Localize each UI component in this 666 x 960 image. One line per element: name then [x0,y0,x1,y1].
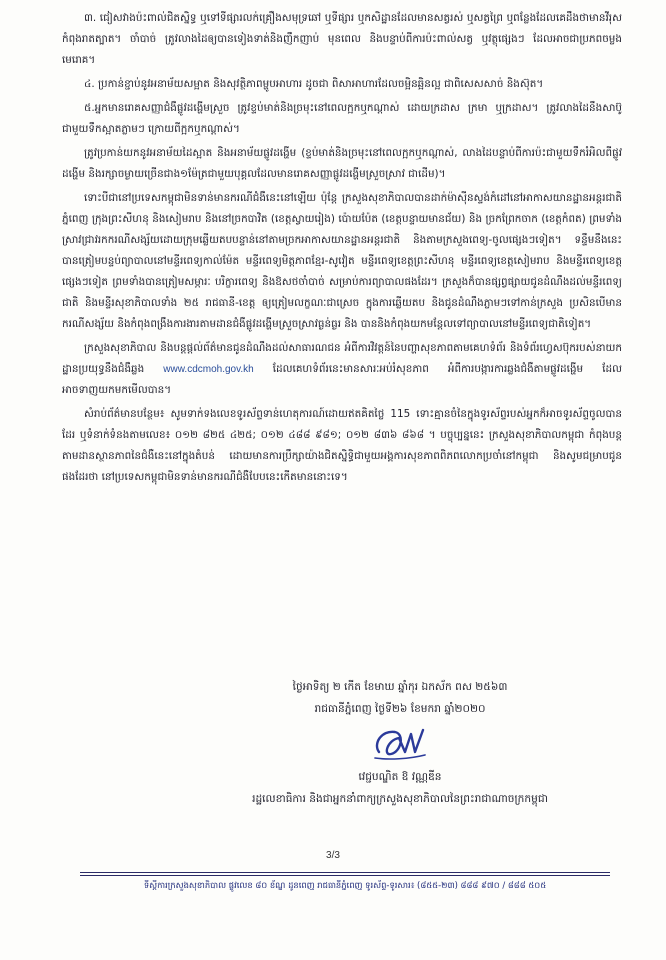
list-item-5: ៥.អ្នកមានរោគសញ្ញាជំងឺផ្លូវដង្ហើមស្រួច ត្រូវខ្ទប់មាត់និងច្រមុះនៅពេលក្អកឬកណ្តាស់ ដោយក្រដាស ក្រមា ឬក្រដាស។ ត្រូវលាងដៃនឹងសាប៊ូ ជាមួយទឹកស្អាតភ្លាមៗ ក្រោយពីក្អកឬកណ្តាស់។ [62,102,622,135]
preparedness-paragraph: ទោះបីជានៅប្រទេសកម្ពុជាមិនទាន់មានករណីជំងឺនេះនៅឡើយ ប៉ុន្តែ ក្រសួងសុខាភិបាលបានដាក់ម៉ាស៊ីនស្ទង់កំដៅនៅអាកាសយានដ្ឋានអន្តរជាតិភ្នំពេញ ក្រុងព្រះសីហនុ និងសៀមរាប និងនៅច្រកបាវិត (ខេត្តស្វាយរៀង) ប៉ោយប៉ែត (ខេត្តបន្ទាយមានជ័យ) និង ច្រកព្រែកចាក (ខេត្តកំពត) ព្រមទាំងស្រាវជ្រាវរកករណីសង្ស័យដោយក្រុមឆ្លើយតបបន្ទាន់នៅតាមច្រកអាកាសយានដ្ឋានអន្តរជាតិ និងតាមក្រសួងពេទ្យ-ចូលផ្សេងៗទៀត។ ទន្ទឹមនឹងនេះ បានត្រៀមបន្ទប់ព្យាបាលនៅមន្ទីរពេទ្យកាល់ម៉ែត មន្ទីរពេទ្យមិត្តភាពខ្មែរ-សូវៀត មន្ទីរពេទ្យខេត្តព្រះសីហនុ មន្ទីរពេទ្យខេត្តសៀមរាប និងមន្ទីរពេទ្យខេត្តផ្សេងៗទៀត ព្រមទាំងបានត្រៀមសម្ភារៈ បរិក្ខារពេទ្យ និងឱសថចាំបាច់ សម្រាប់ការព្យាបាលផងដែរ។ ក្រសួងក៏បានផ្សព្វផ្សាយជូនដំណឹងដល់មន្ទីរពេទ្យជាតិ និងមន្ទីរសុខាភិបាលទាំង ២៥ រាជធានី-ខេត្ត ឲ្យត្រៀមលក្ខណៈជាស្រេច ក្នុងការឆ្លើយតប និងជូនដំណឹងភ្លាមៗទៅកាន់ក្រសួង ប្រសិនបើមានករណីសង្ស័យ និងកំពុងពង្រឹងការងារតាមដានជំងឺផ្លូវដង្ហើមស្រួចស្រាវធ្ងន់ធ្ងរ និង បាននិងកំពុងយកមន្តែលទៅព្យាបាលនៅមន្ទីរពេទ្យជាតិទៀត។ [62,192,622,330]
information-text-start: ក្រសួងសុខាភិបាល និងបន្តផ្តល់ព័ត៌មានជូនដំណឹងដល់សាធារណជន អំពីការវិវត្តន៍នៃបញ្ហាសុខភាពតាមគេហទំព័រ និងទំព័រហ្វេសប៊ុករបស់នាយកដ្ឋានប្រយុទ្ធនឹងជំងឺឆ្លង [62,342,622,375]
list-item-3: ៣. ជៀសវាងប៉ះពាល់ជិតស្និទ្ធ ឬទៅទីផ្សារលក់គ្រឿងសមុទ្រឆៅ ឬទីផ្សារ ឬកសិដ្ឋានដែលមានសត្វរស់ ឬសត្វព្រៃ ឬពន្លែងដែលគេដឹងថាមានវីរុសកំពុងរាតត្បាត។ ចាំបាច់ ត្រូវលាងដៃឲ្យបានទៀងទាត់និងញឹកញាប់ មុនពេល និងបន្ទាប់ពីការប៉ះពាល់សត្វ ឬវត្ថុផ្សេងៗ ដែលអាចជាប្រភពចម្លងមេរោគ។ [62,12,622,66]
signature-block [190,676,610,810]
footer-divider [80,872,610,873]
contact-paragraph: សំរាប់ព័ត៌មានបន្ថែម៖ សូមទាក់ទងលេខទូរស័ព្ទទាន់ហេតុការណ៍ដោយឥតគិតថ្លៃ 115 ទោះគ្មានចំនៃក្នុងទូរស័ព្ទរបស់អ្នកក៏អាចទូរស័ព្ទចូលបានដែរ ឬទំនាក់ទំនងតាមលេខ៖ ០១២ ៨២៥ ៤២៥; ០១២ ៤៨៨ ៩៨១; ០១២ ៨៣៦ ៨៦៨ ។ បច្ចុប្បន្ននេះ ក្រសួងសុខាភិបាលកម្ពុជា កំពុងបន្តតាមដានស្ថានភាពនៃជំងឺនេះនៅក្នុងតំបន់ ដោយមានការប្រឹក្សាយ៉ាងជិតស្និទ្ធិជាមួយអង្គការសុខភាពពិភពលោកប្រចាំនៅកម្ពុជា និងសូមជម្រាបជូនផងដែរថា នៅប្រទេសកម្ពុជាមិនទាន់មានករណីជំងឺបែបនេះកើតមាននោះទេ។ [62,408,622,483]
footer-address: ទីស្តីការក្រសួងសុខាភិបាល ផ្លូវលេខ ៨០ ខ័ណ្ឌ ដូនពេញ រាជធានីភ្នំពេញ ទូរស័ព្ទ-ទូរសារ៖ (៨៥៥-២៣) ៨៨៨ ៩៧០ / ៨៨៨ ៥០៥ [143,880,547,890]
handwritten-signature [365,722,435,766]
website-link[interactable]: www.cdcmoh.gov.kh [163,364,254,375]
list-item-4: ៤. ប្រកាន់ខ្ជាប់នូវអនាម័យសម្អាត និងសុវត្ថិភាពម្ហូបអាហារ ដូចជា ពិសាអាហារដែលចម្អិនឆ្អិនល្អ ជាពិសេសសាច់ និងស៊ុត។ [84,78,544,90]
page-number: 3/3 [326,850,340,861]
document-body [62,8,622,491]
lunar-date: ថ្ងៃអាទិត្យ ២ កើត ខែមាឃ ឆ្នាំកុរ ឯកស័ក ពស ២៥៦៣ [292,681,508,693]
information-text-end: ដែលគេហទំព័រនេះមានសារៈអប់រំសុខភាព អំពីការបង្ការការឆ្លងជំងឺតាមផ្លូវដង្ហើម ដែលអាចទាញយកមកមើលបាន។ [62,363,622,396]
information-paragraph [62,338,622,401]
hygiene-paragraph: ត្រូវប្រកាន់យកនូវអនាម័យដៃស្អាត និងអនាម័យផ្លូវដង្ហើម (ខ្ទប់មាត់និងច្រមុះនៅពេលក្អកឬកណ្តាស់, លាងដៃបន្ទាប់ពីការប៉ះជាមួយទឹករំអិលពីផ្លូវដង្ហើម និងរក្សាចម្ងាយច្រើនជាង១ម៉ែត្រជាមួយបុគ្គលដែលមានរោគសញ្ញាផ្លូវដង្ហើមស្រួចស្រាវ ជាដើម)។ [62,147,622,180]
signatory-title: រដ្ឋលេខាធិការ និងជាអ្នកនាំពាក្យក្រសួងសុខាភិបាលនៃព្រះរាជាណាចក្រកម្ពុជា [252,793,548,805]
solar-date: រាជធានីភ្នំពេញ ថ្ងៃទី២៦ ខែមករា ឆ្នាំ២០២០ [314,703,486,715]
footer-divider-second [80,875,610,876]
signatory-name: វេជ្ជបណ្ឌិត ឱ វណ្ណឌីន [358,771,442,783]
